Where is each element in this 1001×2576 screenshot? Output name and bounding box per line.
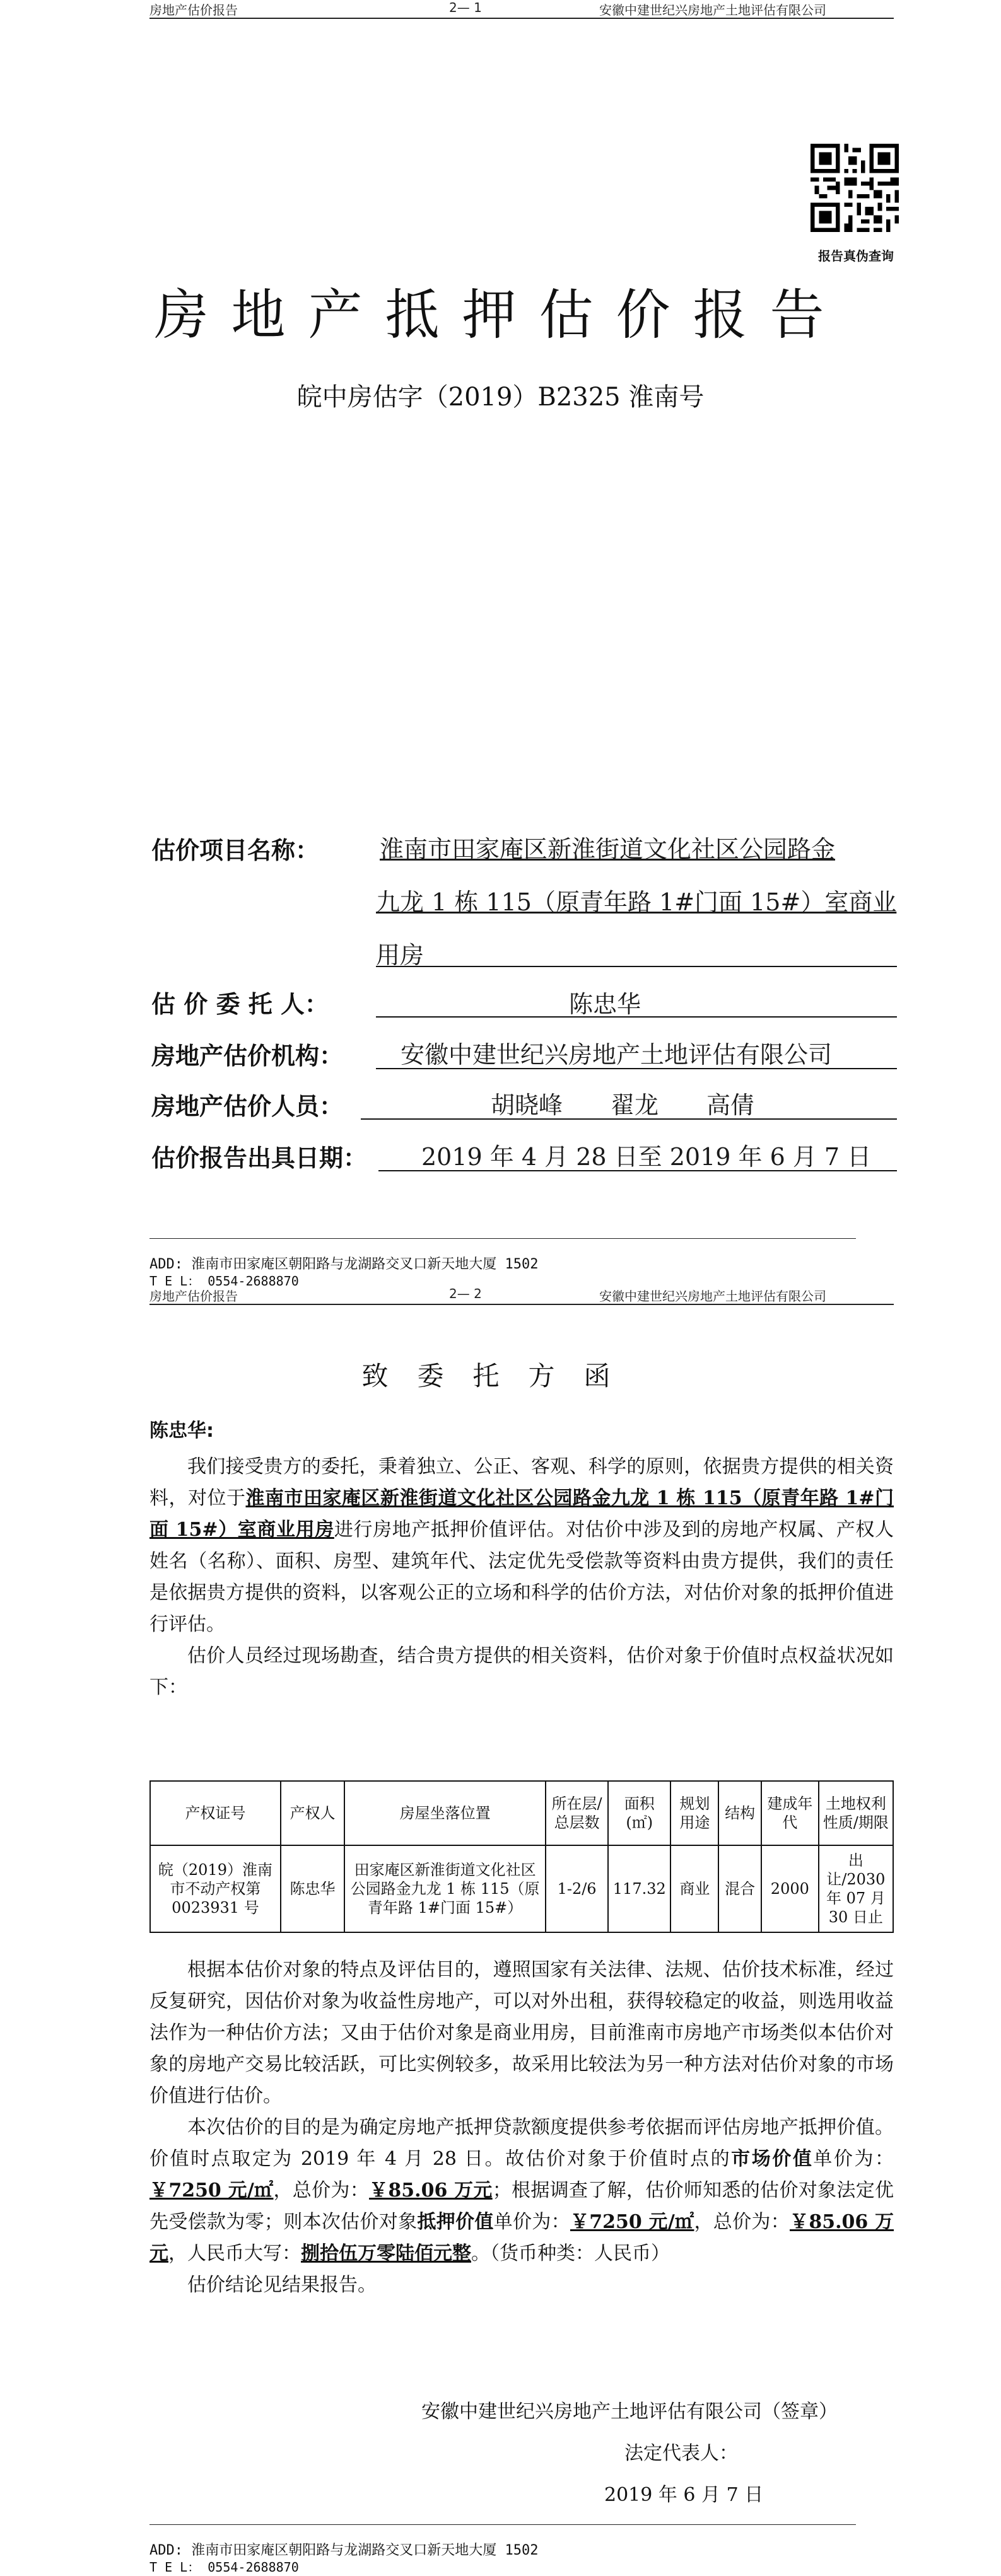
para1-rest: 进行房地产抵押价值评估。对估价中涉及到的房地产权属、产权人姓名（名称）、面积、房型、建筑年代、法定优先受偿款等资料由贵方提供，我们的责任是依据贵方提供的资料，以客观公正的立场和科学的估价方法，对估价对象的抵押价值进行评估。: [149, 1519, 894, 1635]
client-value: 陈忠华: [569, 990, 641, 1018]
project-name-line2: 九龙 1 栋 115（原青年路 1#门面 15#）室商业: [376, 888, 897, 916]
table-cell: 混合: [718, 1845, 761, 1932]
table-header-cell: 产权人: [281, 1781, 344, 1845]
market-total-price: ￥85.06 万元: [369, 2179, 493, 2202]
agency-label: 房地产估价机构：: [151, 1042, 344, 1070]
report-date-value: 2019 年 4 月 28 日至 2019 年 6 月 7 日: [421, 1143, 872, 1171]
para4-text: ，人民币大写：: [168, 2242, 301, 2265]
qr-caption: 报告真伪查询: [818, 248, 894, 264]
page1-header-right: 安徽中建世纪兴房地产土地评估有限公司: [599, 3, 826, 18]
table-cell: 皖（2019）淮南市不动产权第 0023931 号: [150, 1845, 281, 1932]
page1-header-page: 2— 1: [449, 0, 482, 15]
page2-footer-address: ADD: 淮南市田家庵区朝阳路与龙湖路交叉口新天地大厦 1502: [149, 2543, 539, 2558]
report-date-underline: [378, 1170, 897, 1171]
para4-text: 单价为：: [493, 2211, 570, 2233]
para4-text: ，总价为：: [694, 2211, 790, 2233]
market-unit-price: ￥7250 元/㎡: [149, 2179, 274, 2202]
appraisers-label: 房地产估价人员：: [151, 1093, 344, 1120]
para4-text: ；根据调查了解，估价师知悉的估价对象法定优先受偿款为零；则本次估价对象: [149, 2179, 894, 2233]
para4-text: 。（货币种类：人民币）: [471, 2242, 670, 2265]
page1-footer-address: ADD: 淮南市田家庵区朝阳路与龙湖路交叉口新天地大厦 1502: [149, 1256, 539, 1272]
page2-header-rule: [149, 1304, 894, 1305]
report-number: 皖中房估字（2019）B2325 淮南号: [296, 383, 705, 412]
page1-footer-tel: T E L： 0554-2688870: [149, 1273, 299, 1289]
signature-company: 安徽中建世纪兴房地产土地评估有限公司（签章）: [421, 2401, 838, 2423]
amount-in-words: 捌拾伍万零陆佰元整: [301, 2242, 471, 2265]
table-header-row: [150, 1781, 893, 1845]
para4-text: ，总价为：: [273, 2179, 370, 2202]
page2-header-right: 安徽中建世纪兴房地产土地评估有限公司: [599, 1289, 826, 1304]
market-value-label: 市场价值: [731, 2148, 814, 2170]
para3: 根据本估价对象的特点及评估目的，遵照国家有关法律、法规、估价技术标准，经过反复研究，因估价对象为收益性房地产，可以对外出租，获得较稳定的收益，则选用收益法作为一种估价方法；又由于估价对象是商业用房，目前淮南市房地产市场类似本估价对象的房地产交易比较活跃，可比实例较多，故采用比较法为另一种方法对估价对象的市场价值进行估价。: [149, 1959, 894, 2107]
qr-code-icon[interactable]: [811, 144, 899, 232]
report-date-label: 估价报告出具日期：: [151, 1144, 368, 1172]
para5: 估价结论见结果报告。: [187, 2274, 377, 2296]
client-label: 估 价 委 托 人：: [151, 990, 329, 1018]
para4-text: 本次估价的目的是为确定房地产抵押贷款额度提供参考依据而评估房地产抵押价值。价值时点取定为 2019 年 4 月 28 日。故估价对象于价值时点的: [149, 2116, 894, 2170]
page1-header-rule: [149, 18, 894, 19]
project-name-line1: 淮南市田家庵区新淮街道文化社区公园路金: [380, 835, 836, 863]
letter-body-1: [149, 1451, 894, 1703]
table-header-cell: 规划用途: [670, 1781, 718, 1845]
mortgage-unit-price: ￥7250 元/㎡: [570, 2211, 694, 2233]
report-title: 房地产抵押估价报告: [154, 284, 847, 347]
table-header-cell: 土地权利性质/期限: [819, 1781, 893, 1845]
page2-header-left: 房地产估价报告: [149, 1289, 238, 1304]
page2-footer-rule: [149, 2524, 856, 2525]
page1-footer-rule: [149, 1238, 856, 1239]
page2-footer-tel: T E L： 0554-2688870: [149, 2560, 299, 2575]
page2-header-page: 2— 2: [449, 1286, 482, 1301]
para2: 估价人员经过现场勘查，结合贵方提供的相关资料，估价对象于价值时点权益状况如下：: [149, 1645, 894, 1698]
table-cell: 2000: [761, 1845, 819, 1932]
property-rights-table: [149, 1780, 894, 1933]
para4-text: 单价为：: [813, 2148, 894, 2170]
appraisers-underline: [361, 1118, 897, 1120]
mortgage-total-price: ￥85.06 万元: [149, 2211, 894, 2265]
project-name-label: 估价项目名称：: [151, 837, 320, 864]
letter-body-2: [149, 1954, 894, 2301]
para1-property-address: 淮南市田家庵区新淮街道文化社区公园路金九龙 1 栋 115（原青年路 1#门面 15#）室商业用房: [149, 1487, 894, 1541]
client-underline: [376, 1016, 897, 1018]
table-cell: 田家庵区新淮街道文化社区公园路金九龙 1 栋 115（原青年路 1#门面 15#）: [344, 1845, 546, 1932]
table-header-cell: 房屋坐落位置: [344, 1781, 546, 1845]
table-cell: 1-2/6: [546, 1845, 608, 1932]
letter-salutation: 陈忠华:: [149, 1420, 214, 1442]
signature-representative: 法定代表人：: [624, 2442, 738, 2464]
project-name-underline: [376, 966, 897, 967]
agency-value: 安徽中建世纪兴房地产土地评估有限公司: [401, 1041, 833, 1069]
table-row: [150, 1845, 893, 1932]
mortgage-value-label: 抵押价值: [417, 2211, 494, 2233]
para1-intro: 我们接受贵方的委托，秉着独立、公正、客观、科学的原则，依据贵方提供的相关资料，对位于: [149, 1456, 894, 1509]
appraisers-value: 胡晓峰 翟龙 高倩: [491, 1091, 755, 1119]
page1-header-left: 房地产估价报告: [149, 3, 238, 18]
table-cell: 商业: [670, 1845, 718, 1932]
table-cell: 117.32: [608, 1845, 670, 1932]
project-name-line3: 用房: [376, 941, 424, 969]
para4: [149, 2112, 894, 2270]
letter-title: 致委托方函: [361, 1361, 640, 1391]
table-header-cell: 产权证号: [150, 1781, 281, 1845]
table-header-cell: 面积(㎡): [608, 1781, 670, 1845]
table-header-cell: 结构: [718, 1781, 761, 1845]
signature-date: 2019 年 6 月 7 日: [604, 2484, 764, 2506]
agency-underline: [376, 1068, 897, 1069]
table-header-cell: 建成年代: [761, 1781, 819, 1845]
table-header-cell: 所在层/总层数: [546, 1781, 608, 1845]
table-cell: 陈忠华: [281, 1845, 344, 1932]
table-cell: 出让/2030 年 07 月 30 日止: [819, 1845, 893, 1932]
